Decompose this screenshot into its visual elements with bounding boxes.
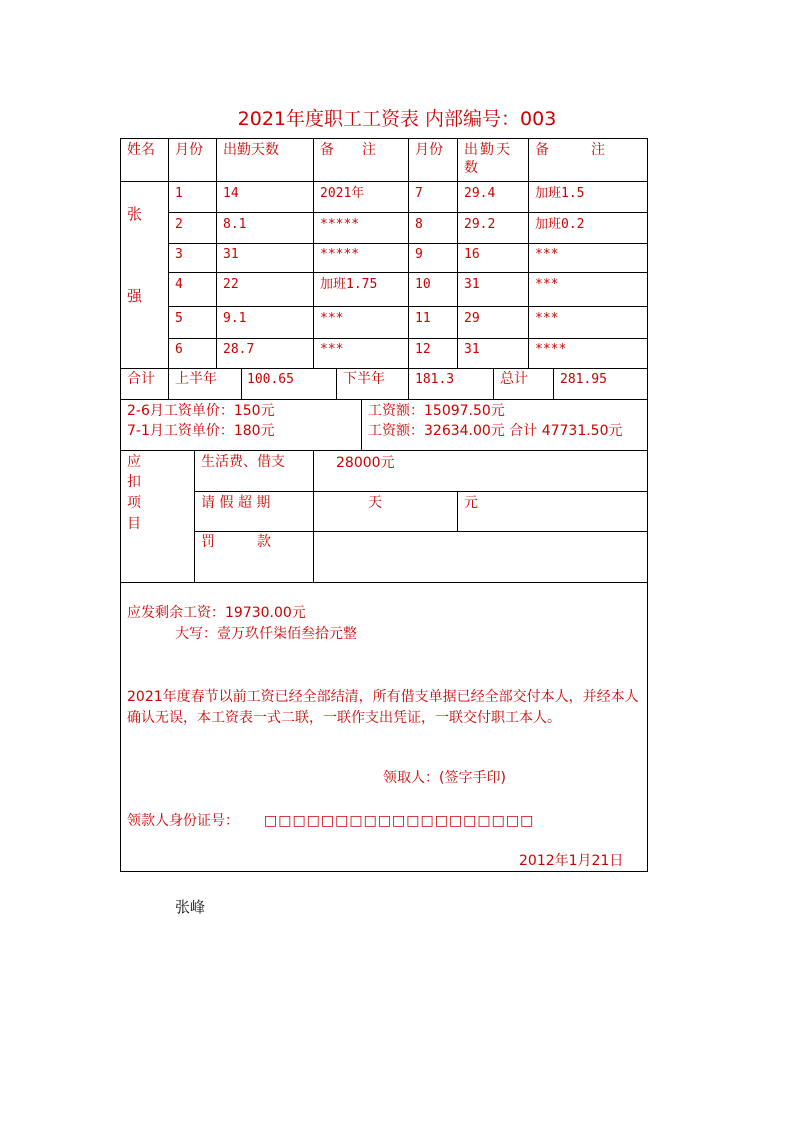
- totals-label: 合计: [127, 371, 155, 387]
- note-cell: ****: [535, 342, 567, 357]
- salary-table: [120, 138, 648, 872]
- grand-total-label: 总计: [500, 371, 528, 387]
- month-cell: 4: [175, 277, 183, 292]
- rate-line-1: 2-6月工资单价：150元: [127, 403, 275, 419]
- note-cell: 加班1.5: [535, 186, 585, 201]
- leave-yuan-unit: 元: [464, 495, 478, 511]
- living-expense-value: 28000元: [336, 455, 395, 471]
- remaining-salary: 应发剩余工资：19730.00元: [127, 605, 306, 621]
- days-cell: 31: [223, 247, 239, 262]
- amount-in-words: 大写：壹万玖仟柒佰叁拾元整: [175, 626, 357, 642]
- grand-total-value: 281.95: [560, 372, 607, 387]
- note-cell: ***: [535, 277, 559, 292]
- month-cell: 11: [415, 311, 431, 326]
- header-month-2: 月份: [415, 142, 443, 158]
- first-half-label: 上半年: [175, 371, 217, 387]
- header-month: 月份: [175, 142, 203, 158]
- deduction-label-char: 应: [127, 454, 141, 470]
- amount-line-1: 工资额：15097.50元: [368, 403, 505, 419]
- header-name: 姓名: [127, 142, 155, 158]
- note-cell: ***: [320, 311, 344, 326]
- days-cell: 28.7: [223, 342, 255, 357]
- document-date: 2012年1月21日: [519, 853, 624, 869]
- note-cell: ***: [535, 247, 559, 262]
- deduction-label-char: 目: [127, 516, 141, 532]
- days-cell: 9.1: [223, 311, 247, 326]
- leave-overdue-label: 请 假 超 期: [201, 495, 271, 511]
- signer-name: 张峰: [175, 898, 206, 916]
- days-cell: 14: [223, 186, 239, 201]
- month-cell: 2: [175, 217, 183, 232]
- month-cell: 1: [175, 186, 183, 201]
- note-cell: *****: [320, 247, 360, 262]
- note-cell: 加班1.75: [320, 277, 378, 292]
- month-cell: 12: [415, 342, 431, 357]
- deduction-label-char: 扣: [127, 474, 141, 490]
- amount-line-2: 工资额：32634.00元 合计 47731.50元: [368, 423, 623, 439]
- month-cell: 8: [415, 217, 423, 232]
- month-cell: 5: [175, 311, 183, 326]
- page-title: 2021年度职工工资表 内部编号：003: [237, 108, 557, 130]
- receiver-signature-label: 领取人：(签字手印): [383, 770, 506, 786]
- header-days: 出勤天数: [223, 142, 279, 158]
- days-cell: 16: [464, 247, 480, 262]
- header-note: 备 注: [320, 142, 376, 158]
- month-cell: 3: [175, 247, 183, 262]
- days-cell: 31: [464, 342, 480, 357]
- note-cell: ***: [535, 311, 559, 326]
- settlement-statement: 2021年度春节以前工资已经全部结清，所有借支单据已经全部交付本人，并经本人确认无误，本工资表一式二联，一联作支出凭证，一联交付职工本人。: [127, 689, 639, 726]
- month-cell: 9: [415, 247, 423, 262]
- living-expense-label: 生活费、借支: [201, 454, 285, 470]
- days-cell: 8.1: [223, 217, 247, 232]
- days-cell: 29.2: [464, 217, 496, 232]
- employee-name-char: 强: [127, 287, 143, 305]
- header-note-2: 备 注: [535, 142, 605, 158]
- leave-days-unit: 天: [368, 495, 382, 511]
- days-cell: 22: [223, 277, 239, 292]
- note-cell: 加班0.2: [535, 217, 585, 232]
- id-number-boxes: □□□□□□□□□□□□□□□□□□□: [264, 813, 535, 829]
- note-cell: *****: [320, 217, 360, 232]
- month-cell: 10: [415, 277, 431, 292]
- days-cell: 31: [464, 277, 480, 292]
- month-cell: 7: [415, 186, 423, 201]
- employee-name-char: 张: [127, 205, 143, 223]
- second-half-label: 下半年: [343, 371, 385, 387]
- deduction-label-char: 项: [127, 495, 141, 511]
- header-days-2: 出勤天数: [464, 142, 512, 176]
- note-cell: ***: [320, 342, 344, 357]
- second-half-value: 181.3: [415, 372, 455, 387]
- id-number-label: 领款人身份证号：: [127, 813, 239, 829]
- month-cell: 6: [175, 342, 183, 357]
- days-cell: 29.4: [464, 186, 496, 201]
- note-cell: 2021年: [320, 186, 365, 201]
- days-cell: 29: [464, 311, 480, 326]
- first-half-value: 100.65: [247, 372, 294, 387]
- rate-line-2: 7-1月工资单价：180元: [127, 423, 275, 439]
- fine-label: 罚 款: [201, 534, 271, 550]
